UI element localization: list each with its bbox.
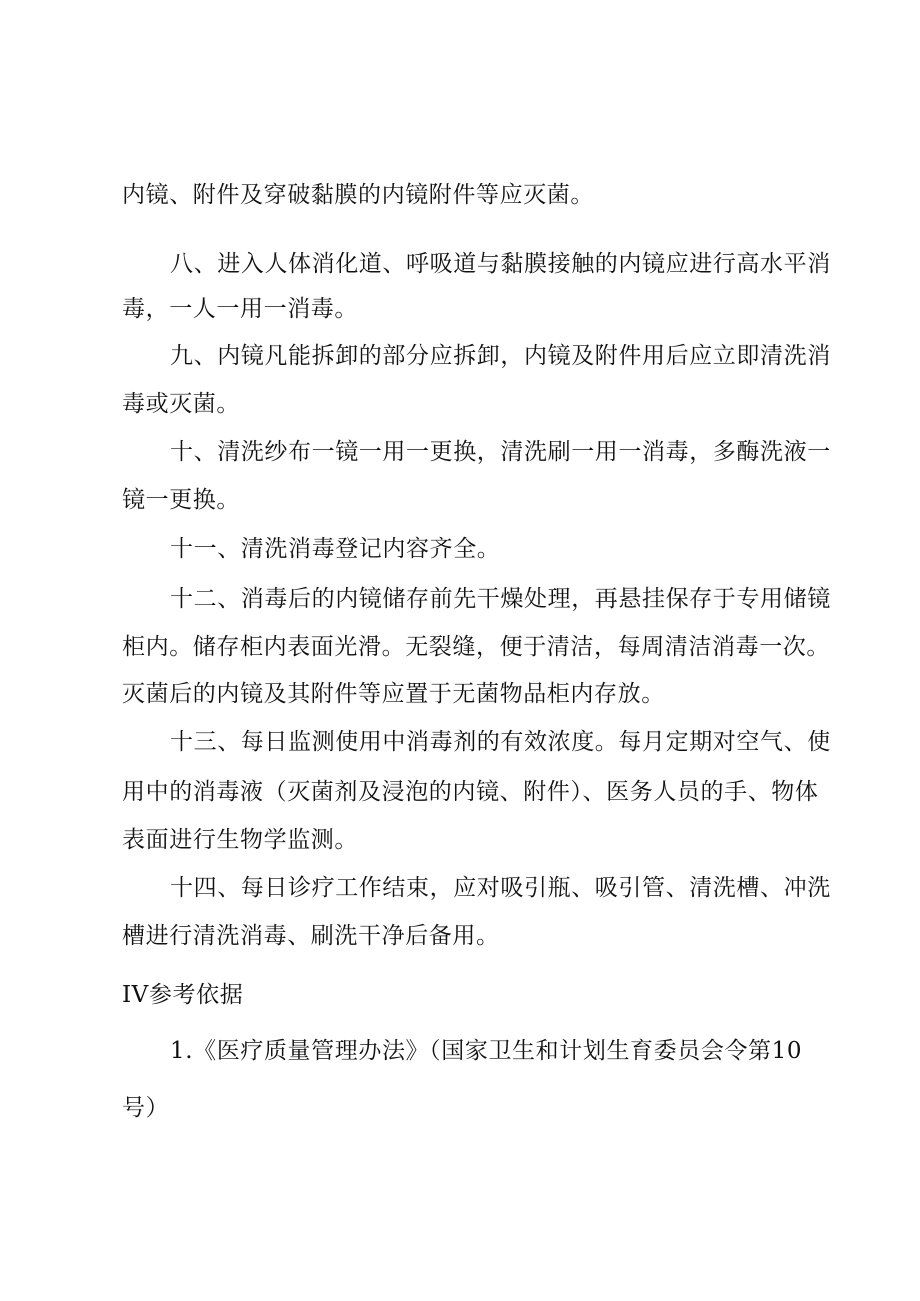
- text-line: 毒，一人一用一消毒。: [122, 296, 358, 322]
- text-line: 十三、每日监测使用中消毒剂的有效浓度。每月定期对空气、使: [170, 729, 831, 755]
- text-line: 十二、消毒后的内镜储存前先干燥处理，再悬挂保存于专用储镜: [170, 586, 831, 612]
- text-line: 表面进行生物学监测。: [122, 827, 358, 853]
- text-line: 八、进入人体消化道、呼吸道与黏膜接触的内镜应进行高水平消: [170, 251, 831, 277]
- text-line: 号）: [122, 1095, 170, 1121]
- text-line: 槽进行清洗消毒、刷洗干净后备用。: [122, 923, 500, 949]
- text-line: 用中的消毒液（灭菌剂及浸泡的内镜、附件）、医务人员的手、物体: [122, 779, 819, 805]
- text-line: 十四、每日诊疗工作结束，应对吸引瓶、吸引管、清洗槽、冲洗: [170, 875, 831, 901]
- text-line: 镜一更换。: [122, 487, 240, 513]
- text-line: 灭菌后的内镜及其附件等应置于无菌物品柜内存放。: [122, 681, 665, 707]
- text-line: 内镜、附件及穿破黏膜的内镜附件等应灭菌。: [122, 182, 594, 208]
- text-line: 九、内镜凡能拆卸的部分应拆卸，内镜及附件用后应立即清洗消: [170, 343, 831, 369]
- text-line: 1.《医疗质量管理办法》（国家卫生和计划生育委员会令第10: [170, 1038, 803, 1064]
- text-line: 十、清洗纱布一镜一用一更换，清洗刷一用一消毒，多酶洗液一: [170, 439, 831, 465]
- text-line: 十一、清洗消毒登记内容齐全。: [170, 536, 501, 562]
- text-line: 柜内。储存柜内表面光滑。无裂缝，便于清洁，每周清洁消毒一次。: [122, 634, 830, 660]
- section-heading: IV参考依据: [122, 982, 244, 1008]
- text-line: 毒或灭菌。: [122, 391, 240, 417]
